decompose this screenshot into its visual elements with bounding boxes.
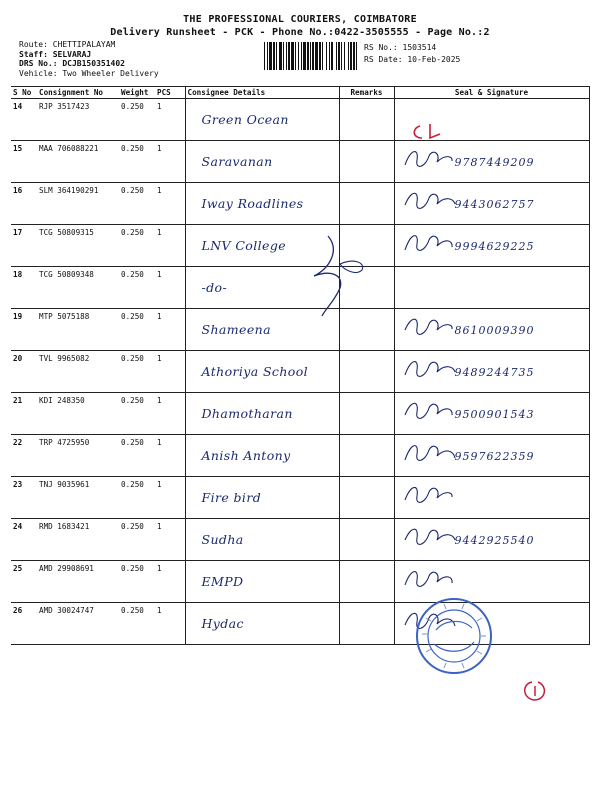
row-pcs: 1 xyxy=(155,519,185,561)
row-weight: 0.250 xyxy=(119,603,155,645)
table-row xyxy=(11,519,589,561)
row-seal-signature xyxy=(394,309,589,351)
table-row xyxy=(11,561,589,603)
handwritten-consignee: Shameena xyxy=(201,322,271,337)
handwritten-phone: 9442925540 xyxy=(454,534,535,547)
barcode-bar xyxy=(288,42,290,70)
red-ink-mark-top xyxy=(410,120,446,144)
row-weight: 0.250 xyxy=(119,351,155,393)
row-pcs: 1 xyxy=(155,351,185,393)
row-remarks xyxy=(339,393,394,435)
route-text: Route: CHETTIPALAYAM xyxy=(19,40,116,49)
row-remarks xyxy=(339,99,394,141)
row-remarks xyxy=(339,351,394,393)
row-consignee-cell xyxy=(185,519,339,561)
row-pcs: 1 xyxy=(155,225,185,267)
row-consignment-no: SLM 364190291 xyxy=(37,183,119,225)
row-consignment-no: RMD 1683421 xyxy=(37,519,119,561)
drs-text: DRS No.: DCJB150351402 xyxy=(19,59,125,68)
row-sno: 23 xyxy=(11,477,37,519)
signature-scribble xyxy=(401,564,461,594)
barcode-bar xyxy=(353,42,355,70)
signature-scribble xyxy=(401,480,461,510)
row-pcs: 1 xyxy=(155,603,185,645)
column-header-sno: S No xyxy=(11,87,37,99)
handwritten-consignee: Saravanan xyxy=(201,154,273,169)
signature-scribble xyxy=(401,144,461,174)
column-header-consignment: Consignment No xyxy=(37,87,119,99)
handwritten-consignee: EMPD xyxy=(201,574,244,589)
barcode-bar xyxy=(269,42,272,70)
row-pcs: 1 xyxy=(155,477,185,519)
barcode-bar xyxy=(341,42,342,70)
row-consignee-cell xyxy=(185,141,339,183)
handwritten-consignee: Sudha xyxy=(201,532,244,547)
row-remarks xyxy=(339,435,394,477)
row-seal-signature xyxy=(394,477,589,519)
handwritten-phone: 9597622359 xyxy=(454,450,535,463)
handwritten-phone: 9489244735 xyxy=(454,366,535,379)
row-remarks xyxy=(339,561,394,603)
signature-area xyxy=(397,312,587,350)
barcode-bar xyxy=(348,42,349,70)
row-consignment-no: MTP 5075188 xyxy=(37,309,119,351)
table-row xyxy=(11,351,589,393)
company-title: THE PROFESSIONAL COURIERS, COIMBATORE xyxy=(183,14,417,25)
handwritten-phone: 9500901543 xyxy=(454,408,535,421)
handwritten-consignee: Anish Antony xyxy=(201,448,291,463)
rs-details xyxy=(364,42,460,66)
barcode-bar xyxy=(301,42,302,70)
barcode-bar xyxy=(356,42,357,70)
row-pcs: 1 xyxy=(155,99,185,141)
signature-area xyxy=(397,480,587,518)
signature-area xyxy=(397,396,587,434)
row-pcs: 1 xyxy=(155,309,185,351)
table-row xyxy=(11,393,589,435)
handwritten-phone: 9787449209 xyxy=(454,156,535,169)
column-header-weight: Weight xyxy=(119,87,155,99)
barcode-bar xyxy=(310,42,311,70)
row-consignee-cell xyxy=(185,603,339,645)
row-pcs: 1 xyxy=(155,183,185,225)
company-seal-stamp xyxy=(414,596,494,676)
row-weight: 0.250 xyxy=(119,309,155,351)
row-sno: 15 xyxy=(11,141,37,183)
column-header-pcs: PCS xyxy=(155,87,185,99)
barcode-bar xyxy=(336,42,337,70)
rs-number: RS No.: 1503514 xyxy=(364,43,437,52)
row-consignee-cell xyxy=(185,393,339,435)
row-sno: 18 xyxy=(11,267,37,309)
row-sno: 14 xyxy=(11,99,37,141)
signature-area xyxy=(397,354,587,392)
row-consignee-cell xyxy=(185,351,339,393)
row-weight: 0.250 xyxy=(119,267,155,309)
barcode-bar xyxy=(312,42,314,70)
barcode-bar xyxy=(350,42,352,70)
runsheet-subtitle: Delivery Runsheet - PCK - Phone No.:0422-3505555 - Page No.:2 xyxy=(110,27,490,38)
barcode-bar xyxy=(307,42,309,70)
barcode-bar xyxy=(273,42,275,70)
barcode-bar xyxy=(319,42,321,70)
row-remarks xyxy=(339,477,394,519)
column-header-seal: Seal & Signature xyxy=(394,87,589,99)
row-weight: 0.250 xyxy=(119,99,155,141)
handwritten-consignee: LNV College xyxy=(201,238,287,253)
signature-scribble xyxy=(401,396,461,426)
row-weight: 0.250 xyxy=(119,393,155,435)
signature-scribble xyxy=(401,186,461,216)
signature-scribble xyxy=(401,312,461,342)
row-seal-signature xyxy=(394,435,589,477)
ditto-arrow-mark xyxy=(300,230,380,320)
row-seal-signature xyxy=(394,393,589,435)
barcode-bar xyxy=(291,42,294,70)
row-sno: 16 xyxy=(11,183,37,225)
table-header-row xyxy=(11,87,589,99)
barcode-bar xyxy=(279,42,282,70)
row-sno: 17 xyxy=(11,225,37,267)
handwritten-consignee: Dhamotharan xyxy=(201,406,293,421)
row-consignee-cell xyxy=(185,435,339,477)
row-seal-signature xyxy=(394,519,589,561)
row-consignee-cell xyxy=(185,561,339,603)
barcode-bar xyxy=(303,42,306,70)
row-weight: 0.250 xyxy=(119,561,155,603)
row-sno: 22 xyxy=(11,435,37,477)
rs-date: RS Date: 10-Feb-2025 xyxy=(364,55,461,64)
row-consignment-no: MAA 706088221 xyxy=(37,141,119,183)
signature-area xyxy=(397,522,587,560)
table-row xyxy=(11,99,589,141)
row-consignment-no: AMD 30024747 xyxy=(37,603,119,645)
signature-area xyxy=(397,438,587,476)
row-seal-signature xyxy=(394,225,589,267)
row-pcs: 1 xyxy=(155,393,185,435)
barcode-bar xyxy=(338,42,340,70)
runsheet-table xyxy=(11,86,590,645)
row-consignment-no: TVL 9965082 xyxy=(37,351,119,393)
row-sno: 24 xyxy=(11,519,37,561)
barcode-bar xyxy=(344,42,345,70)
barcode-bar xyxy=(264,42,265,70)
route-details xyxy=(19,40,159,78)
row-pcs: 1 xyxy=(155,141,185,183)
signature-area xyxy=(397,228,587,266)
row-sno: 25 xyxy=(11,561,37,603)
table-row xyxy=(11,435,589,477)
barcode-bar xyxy=(326,42,327,70)
row-consignment-no: TRP 4725950 xyxy=(37,435,119,477)
row-weight: 0.250 xyxy=(119,519,155,561)
red-ink-mark-bottom xyxy=(520,678,550,704)
row-weight: 0.250 xyxy=(119,183,155,225)
barcode-bar xyxy=(298,42,299,70)
row-sno: 19 xyxy=(11,309,37,351)
row-remarks xyxy=(339,603,394,645)
row-weight: 0.250 xyxy=(119,225,155,267)
row-remarks xyxy=(339,519,394,561)
row-consignee-cell xyxy=(185,183,339,225)
table-row xyxy=(11,603,589,645)
row-remarks xyxy=(339,183,394,225)
row-pcs: 1 xyxy=(155,435,185,477)
row-pcs: 1 xyxy=(155,561,185,603)
row-consignment-no: AMD 29908691 xyxy=(37,561,119,603)
barcode-bar xyxy=(295,42,296,70)
table-row xyxy=(11,477,589,519)
handwritten-phone: 9994629225 xyxy=(454,240,535,253)
barcode-bar xyxy=(283,42,284,70)
vehicle-text: Vehicle: Two Wheeler Delivery xyxy=(19,68,159,78)
handwritten-consignee: Fire bird xyxy=(201,490,262,505)
handwritten-phone: 8610009390 xyxy=(454,324,535,337)
column-header-consignee: Consignee Details xyxy=(185,87,339,99)
barcode-bar xyxy=(329,42,330,70)
row-consignee-cell xyxy=(185,477,339,519)
handwritten-consignee: Hydac xyxy=(201,616,244,631)
row-sno: 26 xyxy=(11,603,37,645)
row-weight: 0.250 xyxy=(119,477,155,519)
staff-text: Staff: SELVARAJ xyxy=(19,49,92,59)
signature-scribble xyxy=(401,438,461,468)
row-consignee-cell xyxy=(185,99,339,141)
row-seal-signature xyxy=(394,183,589,225)
row-consignment-no: KDI 248350 xyxy=(37,393,119,435)
signature-area xyxy=(397,186,587,224)
row-seal-signature xyxy=(394,351,589,393)
row-consignment-no: TCG 50809348 xyxy=(37,267,119,309)
table-row xyxy=(11,141,589,183)
row-sno: 21 xyxy=(11,393,37,435)
table-row xyxy=(11,183,589,225)
signature-area xyxy=(397,144,587,182)
handwritten-phone: 9443062757 xyxy=(454,198,535,211)
handwritten-consignee: Green Ocean xyxy=(201,112,289,127)
column-header-remarks: Remarks xyxy=(339,87,394,99)
barcode-bar xyxy=(331,42,333,70)
row-weight: 0.250 xyxy=(119,435,155,477)
barcode-bar xyxy=(315,42,318,70)
row-consignment-no: TCG 50809315 xyxy=(37,225,119,267)
barcode xyxy=(264,42,359,70)
signature-scribble xyxy=(401,522,461,552)
handwritten-consignee: Athoriya School xyxy=(201,364,309,379)
handwritten-consignee: Iway Roadlines xyxy=(201,196,304,211)
barcode-bar xyxy=(286,42,287,70)
row-consignment-no: RJP 3517423 xyxy=(37,99,119,141)
handwritten-consignee: -do- xyxy=(201,280,228,295)
row-seal-signature xyxy=(394,141,589,183)
row-pcs: 1 xyxy=(155,267,185,309)
row-consignment-no: TNJ 9035961 xyxy=(37,477,119,519)
row-weight: 0.250 xyxy=(119,141,155,183)
barcode-bar xyxy=(276,42,277,70)
signature-scribble xyxy=(401,228,461,258)
barcode-bar xyxy=(322,42,323,70)
row-seal-signature xyxy=(394,267,589,309)
barcode-bar xyxy=(267,42,268,70)
signature-scribble xyxy=(401,354,461,384)
row-remarks xyxy=(339,141,394,183)
row-sno: 20 xyxy=(11,351,37,393)
signature-area xyxy=(397,270,587,308)
